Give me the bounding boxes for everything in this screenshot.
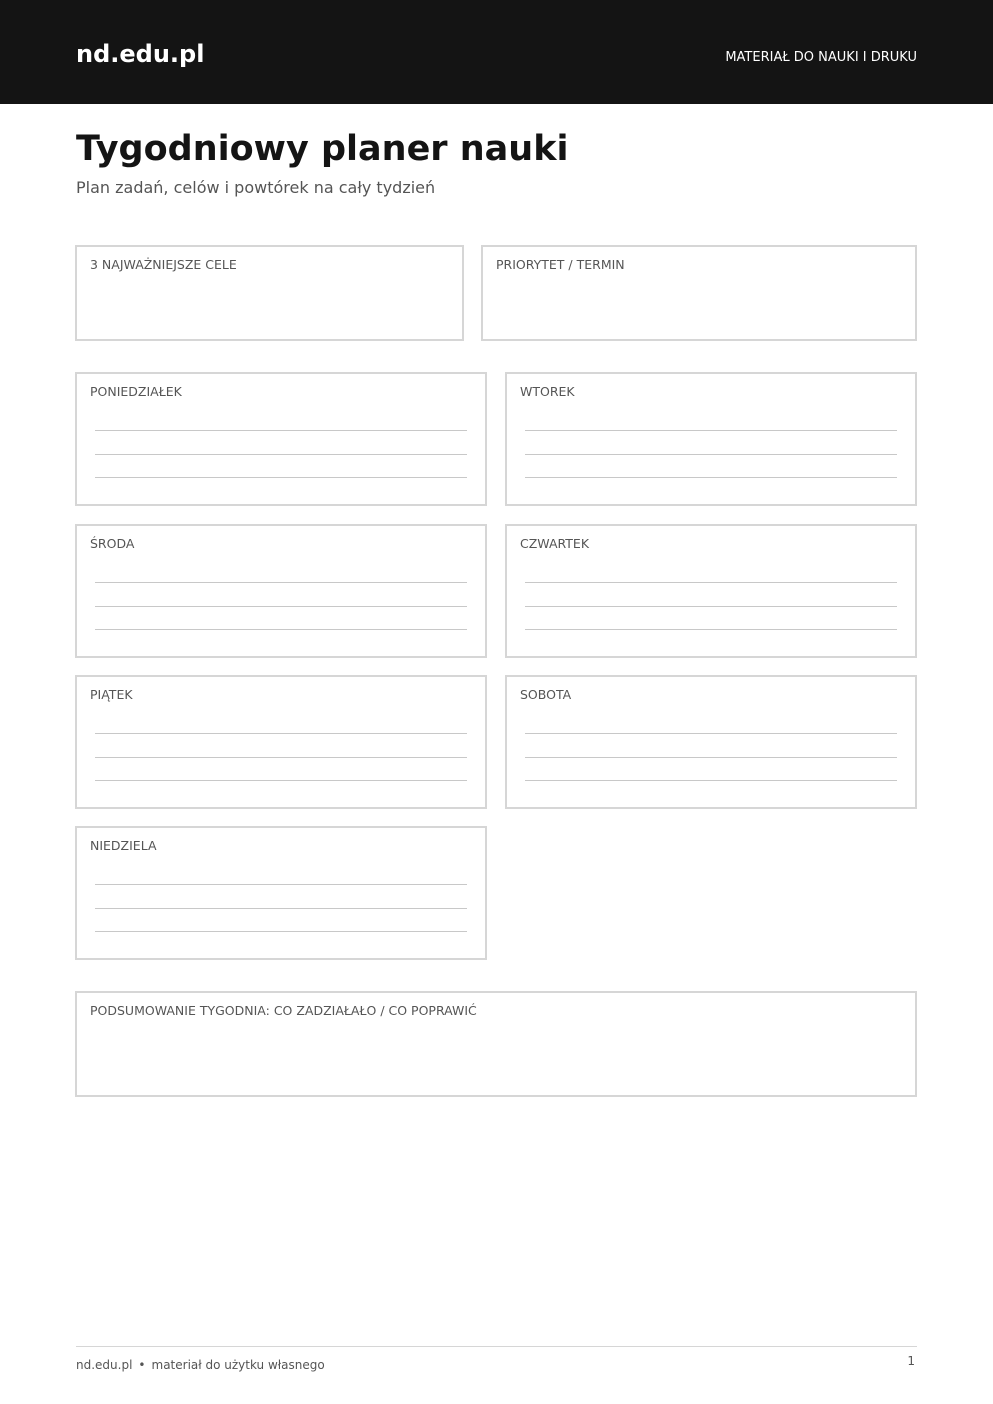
writing-line [95,606,467,607]
writing-line [95,757,467,758]
writing-line [525,757,897,758]
day-box-thursday [505,524,917,658]
day-box-saturday [505,675,917,809]
header-tagline: MATERIAŁ DO NAUKI I DRUKU [725,50,917,65]
writing-line [525,780,897,781]
writing-line [95,582,467,583]
writing-line [525,582,897,583]
day-box-sunday [75,826,487,960]
footer-note: materiał do użytku własnego [151,1358,325,1372]
page-title: Tygodniowy planer nauki [76,129,569,169]
writing-line [95,629,467,630]
writing-line [95,884,467,885]
writing-line [525,629,897,630]
priority-label: PRIORYTET / TERMIN [496,257,625,272]
writing-line [525,454,897,455]
site-header [0,0,993,104]
site-logo[interactable]: nd.edu.pl [76,40,205,68]
day-label: NIEDZIELA [90,838,157,853]
page-subtitle: Plan zadań, celów i powtórek na cały tydzień [76,178,436,197]
day-label: PIĄTEK [90,687,133,702]
week-summary-box [75,991,917,1097]
day-label: WTOREK [520,384,575,399]
day-box-friday [75,675,487,809]
page-number: 1 [907,1354,915,1368]
footer-site[interactable]: nd.edu.pl [76,1358,133,1372]
writing-line [95,931,467,932]
writing-line [95,733,467,734]
writing-line [95,454,467,455]
writing-line [95,908,467,909]
day-label: SOBOTA [520,687,572,702]
writing-line [95,430,467,431]
day-box-monday [75,372,487,506]
week-summary-label: PODSUMOWANIE TYGODNIA: CO ZADZIAŁAŁO / CO POPRAWIĆ [90,1003,477,1018]
writing-line [525,606,897,607]
day-box-wednesday [75,524,487,658]
day-box-tuesday [505,372,917,506]
day-label: PONIEDZIAŁEK [90,384,182,399]
footer-divider [76,1346,917,1347]
writing-line [525,477,897,478]
day-label: ŚRODA [90,536,135,551]
writing-line [525,733,897,734]
writing-line [525,430,897,431]
writing-line [95,477,467,478]
footer-separator: • [138,1358,146,1372]
footer-text [76,1357,325,1373]
day-label: CZWARTEK [520,536,590,551]
top-goals-label: 3 NAJWAŻNIEJSZE CELE [90,257,237,272]
top-goals-box [75,245,464,341]
priority-box [481,245,917,341]
writing-line [95,780,467,781]
